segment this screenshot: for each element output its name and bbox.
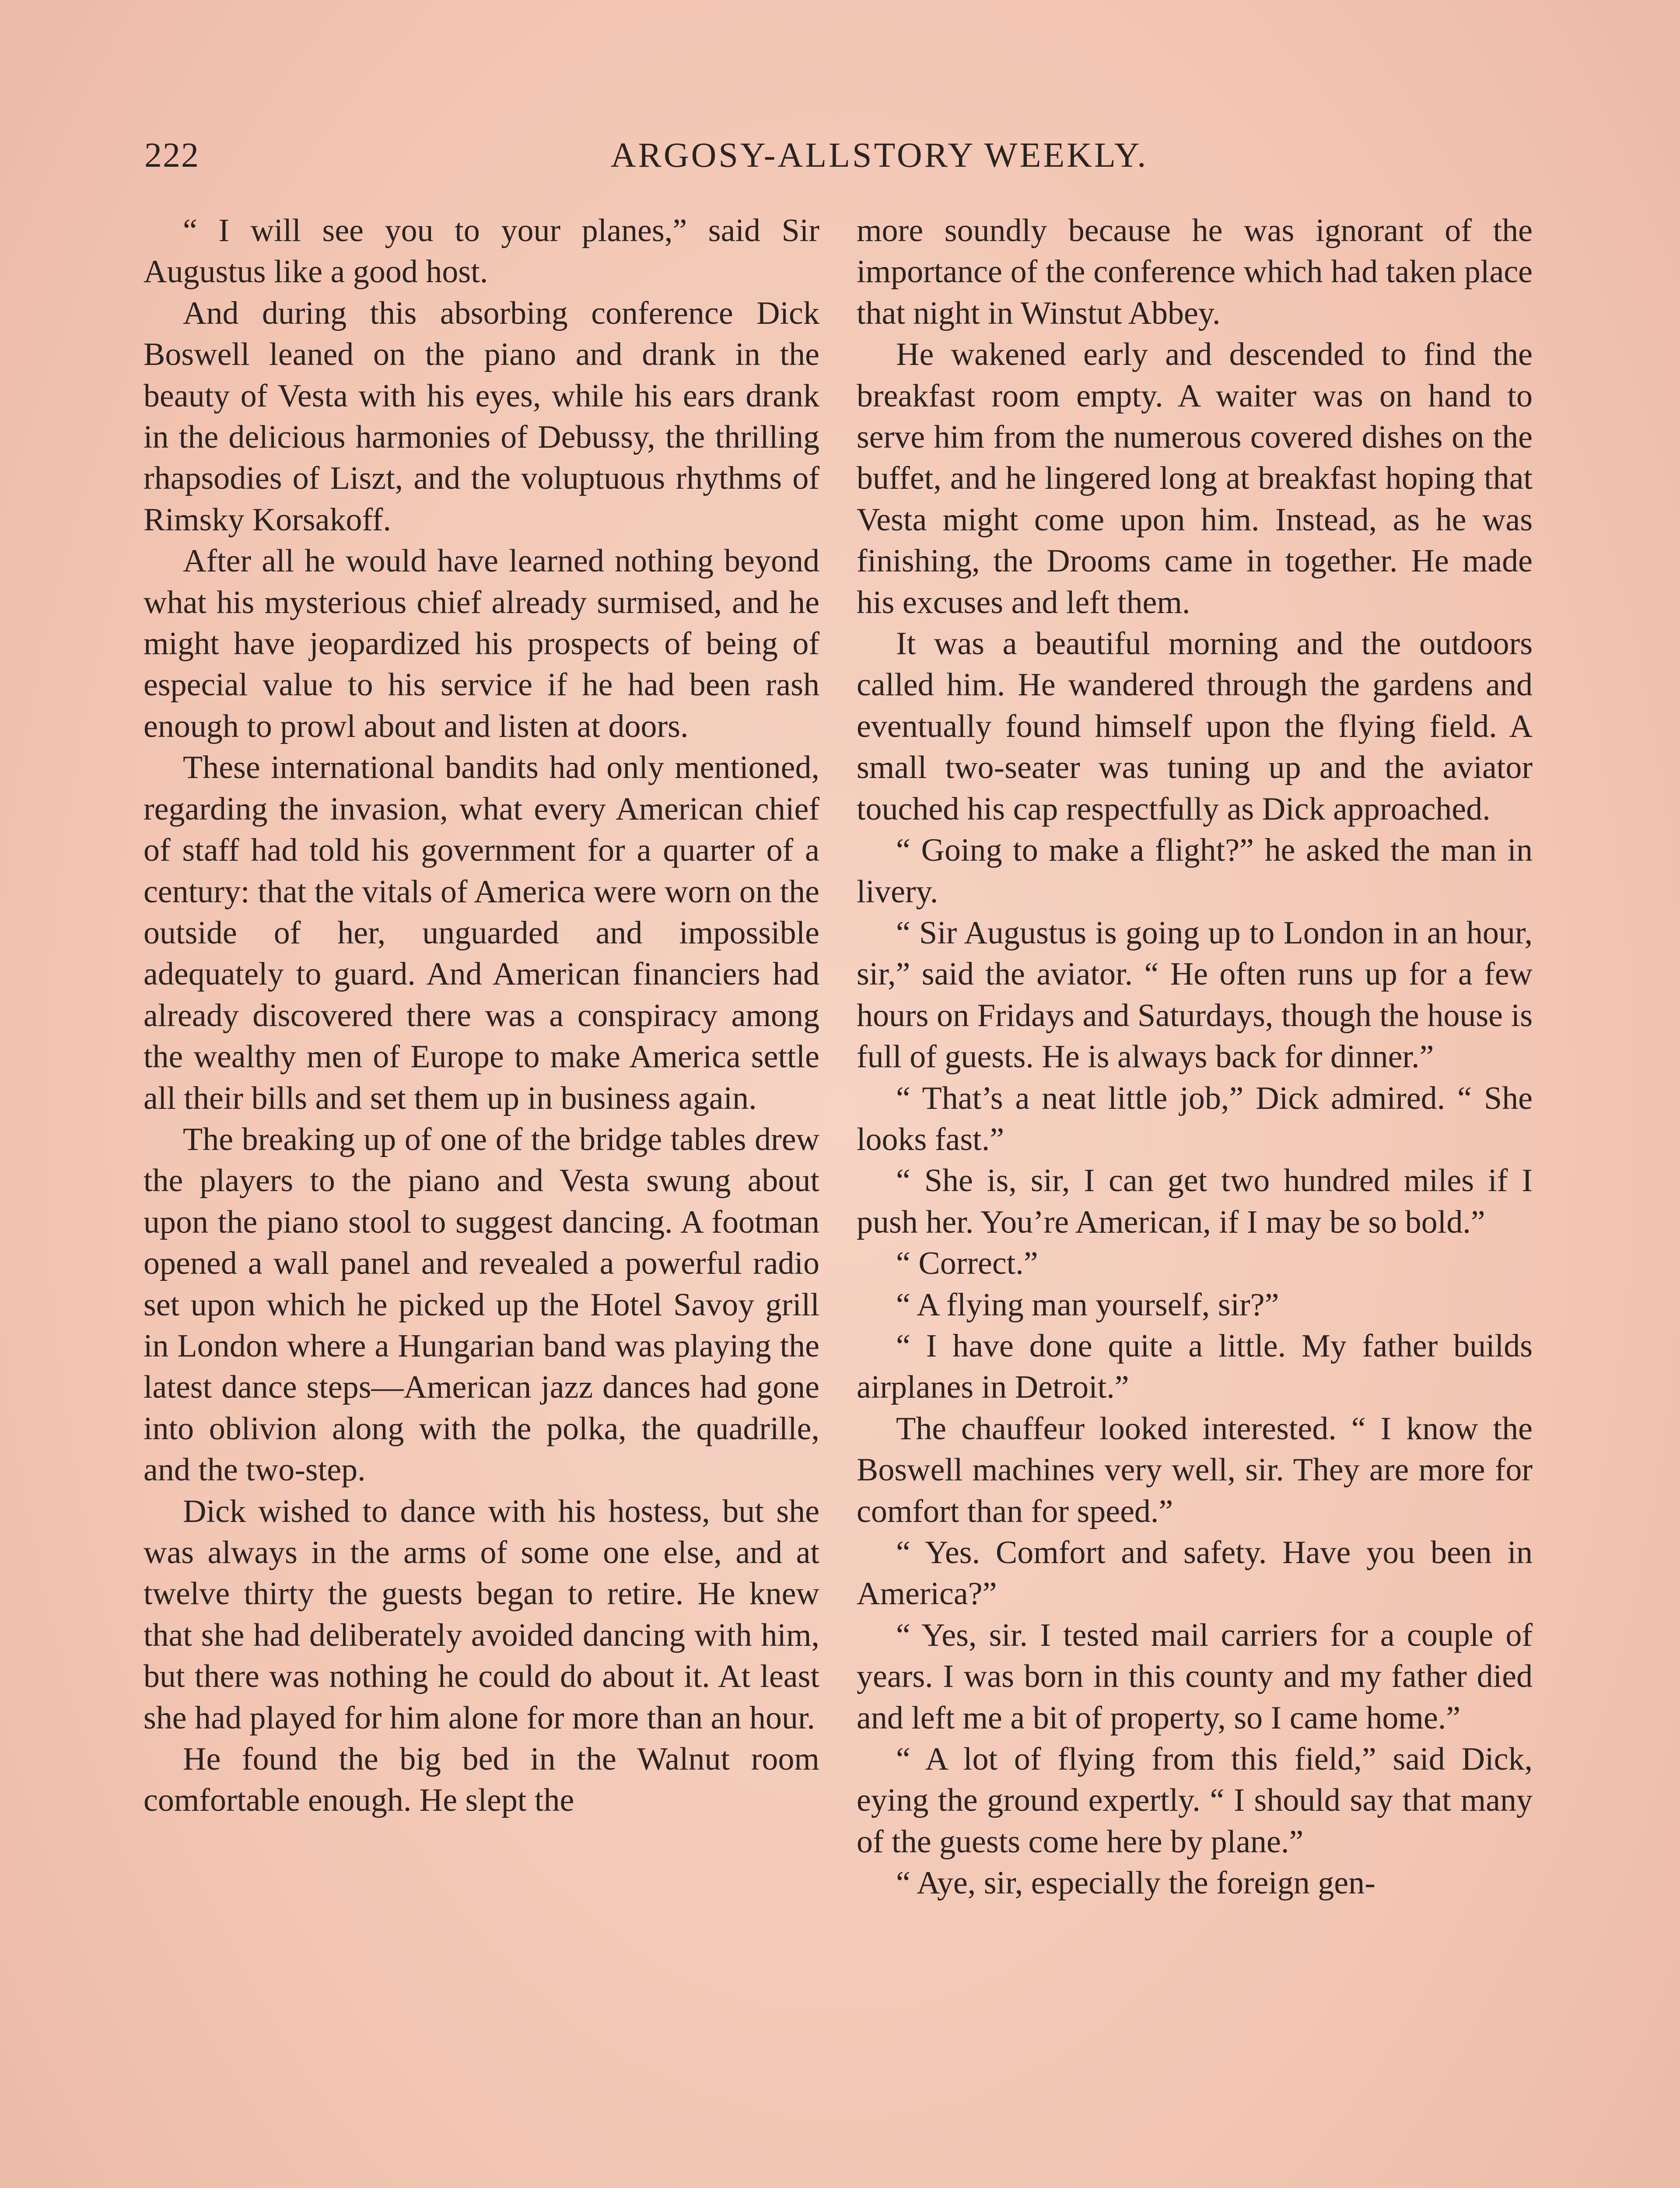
paragraph-continuation: more soundly because he was ignorant of the importance of the conference which had taken place that night in Winstut Abbey. — [857, 213, 1533, 331]
paragraph: These international bandits had only mentioned, regarding the invasion, what every American chief of staff had told his government for a quarter of a century: that the vitals of America were worn on the outside of her, unguarded and impossible adequately to guard. And American financiers had already discovered there was a conspiracy among the wealthy men of Europe to make America settle all their bills and set them up in business again. — [144, 750, 819, 1116]
paragraph: “ Aye, sir, especially the foreign gen- — [896, 1865, 1376, 1901]
paragraph: “ Yes, sir. I tested mail carriers for a couple of years. I was born in this county and my father died and left me a bit of property, so I came home.” — [857, 1617, 1533, 1736]
paragraph: He found the big bed in the Walnut room comfortable enough. He slept the — [144, 1741, 819, 1819]
left-column — [144, 210, 819, 2188]
paragraph: And during this absorbing conference Dick Boswell leaned on the piano and drank in the beauty of Vesta with his eyes, while his ears drank in the delicious harmonies of Debussy, the thrilling rhapsodies of Liszt, and the voluptuous rhythms of Rimsky Korsakoff. — [144, 295, 819, 538]
paragraph: After all he would have learned nothing beyond what his mysterious chief already surmised, and he might have jeopardized his prospects of being of especial value to his service if he had been rash enough to prowl about and listen at doors. — [144, 543, 819, 744]
paragraph: “ Sir Augustus is going up to London in an hour, sir,” said the aviator. “ He often runs up for a few hours on Fridays and Saturdays, though the house is full of guests. He is always back for dinner.” — [857, 915, 1533, 1075]
paragraph: “ She is, sir, I can get two hundred miles if I push her. You’re American, if I may be so bold.” — [857, 1163, 1533, 1240]
right-column — [857, 210, 1533, 2188]
paragraph: “ That’s a neat little job,” Dick admired. “ She looks fast.” — [857, 1080, 1533, 1157]
paragraph: Dick wished to dance with his hostess, but she was always in the arms of some one else, and at twelve thirty the guests began to retire. He knew that she had deliberately avoided dancing with him, but there was nothing he could do about it. At least she had played for him alone for more than an hour. — [144, 1493, 819, 1736]
paragraph: “ I have done quite a little. My father builds airplanes in Detroit.” — [857, 1328, 1533, 1406]
paragraph: “ A lot of flying from this field,” said Dick, eying the ground expertly. “ I should say that many of the guests come here by plane.” — [857, 1741, 1533, 1860]
paragraph: He wakened early and descended to find the breakfast room empty. A waiter was on hand to serve him from the numerous covered dishes on the buffet, and he lingered long at breakfast hoping that Vesta might come upon him. Instead, as he was finishing, the Drooms came in together. He made his excuses and left them. — [857, 337, 1533, 621]
paragraph: “ Going to make a flight?” he asked the man in livery. — [857, 832, 1533, 910]
paragraph: It was a beautiful morning and the outdoors called him. He wandered through the gardens and eventually found himself upon the flying field. A small two-seater was tuning up and the aviator touched his cap respectfully as Dick approached. — [857, 626, 1533, 827]
paragraph: “ A flying man yourself, sir?” — [896, 1287, 1279, 1323]
page-header — [144, 131, 1536, 179]
running-title: ARGOSY-ALLSTORY WEEKLY. — [610, 136, 1148, 175]
page-number: 222 — [144, 136, 200, 175]
paragraph: The breaking up of one of the bridge tables drew the players to the piano and Vesta swung about upon the piano stool to suggest dancing. A footman opened a wall panel and revealed a powerful radio set upon which he picked up the Hotel Savoy grill in London where a Hungarian band was playing the latest dance steps—American jazz dances had gone into oblivion along with the polka, the quadrille, and the two-step. — [144, 1121, 819, 1488]
paragraph: “ Correct.” — [896, 1245, 1038, 1282]
paragraph: The chauffeur looked interested. “ I know the Boswell machines very well, sir. They are more for comfort than for speed.” — [857, 1410, 1533, 1529]
paragraph: “ I will see you to your planes,” said Sir Augustus like a good host. — [144, 213, 819, 290]
paragraph: “ Yes. Comfort and safety. Have you been in America?” — [857, 1535, 1533, 1612]
